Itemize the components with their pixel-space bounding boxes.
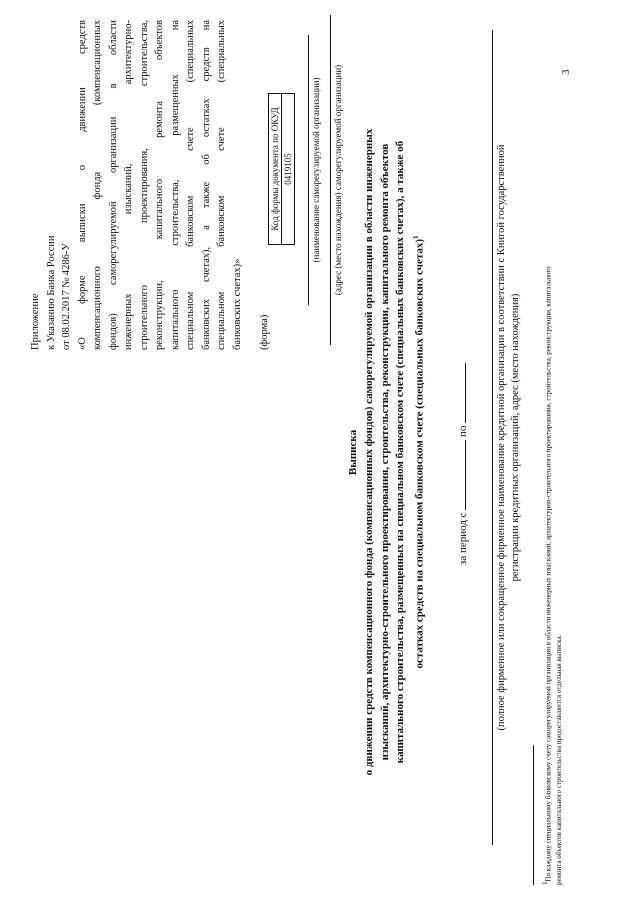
bank-caption-line: регистрации кредитных организаций, адрес (место нахождения) <box>510 293 521 582</box>
footnote <box>540 50 565 885</box>
org-address-caption: (адрес (место нахождения) саморегулируемой организации) <box>333 64 343 296</box>
document-subtitle <box>362 27 428 877</box>
bank-name-caption <box>495 30 523 845</box>
appendix-line: капитального строительства, размещенных на <box>169 20 181 350</box>
appendix-line: компенсационного фонда (компенсационных <box>92 20 103 350</box>
subtitle-line-text: остатках средств на специальном банковском счете (специальных банковских счетах) <box>413 238 426 669</box>
bank-name-line <box>492 30 493 845</box>
period-prefix: за период с <box>457 512 469 565</box>
subtitle-line <box>409 27 428 877</box>
document-title: Выписка <box>347 429 359 476</box>
appendix-block <box>28 20 273 350</box>
footnote-line: ремонта объектов капитального строительства предоставляется отдельная выписка. <box>555 634 564 885</box>
page-number: 3 <box>560 69 572 75</box>
appendix-line: специальном банковском счете (специальных <box>185 20 196 350</box>
footnote-text: По каждому специальному банковскому счету саморегулируемой организации в области инженерных изысканий, архитектурно-строительного проектирования, строительства, реконструкции, капитального <box>544 266 553 882</box>
appendix-line: строительного проектирования, строительства, <box>138 20 150 350</box>
period-middle: по <box>457 425 469 437</box>
org-name-line <box>308 35 309 305</box>
period-row <box>455 363 469 565</box>
org-address-line <box>330 15 331 345</box>
footnote-number: 1 <box>541 881 549 885</box>
footnote-separator <box>533 745 534 885</box>
appendix-line: реконструкции, капитального ремонта объектов <box>154 20 165 350</box>
appendix-line: к Указанию Банка России <box>45 235 57 350</box>
footnote-line <box>540 50 554 885</box>
footnote-mark: 1 <box>411 235 420 239</box>
subtitle-line: капитального строительства, размещенных на специальном банковском счете (специальных банковских счетах), а также об <box>394 140 406 764</box>
okud-code: 0419105 <box>281 94 294 244</box>
appendix-line: банковских счетах), а также об остатках средств на <box>200 20 212 350</box>
appendix-line: от 08.02.2017 № 4286-У <box>61 243 72 350</box>
appendix-line: фондов) саморегулируемой организации в области <box>107 20 119 350</box>
period-from-field[interactable] <box>455 440 466 510</box>
subtitle-line: о движении средств компенсационного фонда (компенсационных фондов) саморегулируемой организации в области инженерных <box>363 128 375 776</box>
okud-header: Код формы документа по ОКУД <box>270 107 280 231</box>
subtitle-line: изысканий, архитектурно-строительного проектирования, строительства, реконструкции, капитального ремонта объектов <box>378 143 391 761</box>
org-name-caption: (наименование саморегулируемой организации) <box>311 77 321 263</box>
bank-caption-line: (полное фирменное или сокращенное фирменное наименование кредитной организации в соответствии с Книгой государственной <box>496 144 507 731</box>
appendix-line: специальном банковском счете (специальных <box>216 20 227 350</box>
appendix-line: инженерных изысканий, архитектурно- <box>123 20 134 350</box>
appendix-line: Приложение <box>30 293 41 350</box>
appendix-line: «О форме выписки о движении средств <box>76 20 88 350</box>
okud-code-box <box>268 93 295 245</box>
appendix-line: банковских счетах)» <box>231 258 243 350</box>
form-label: (форма) <box>259 314 270 350</box>
period-to-field[interactable] <box>455 363 466 423</box>
